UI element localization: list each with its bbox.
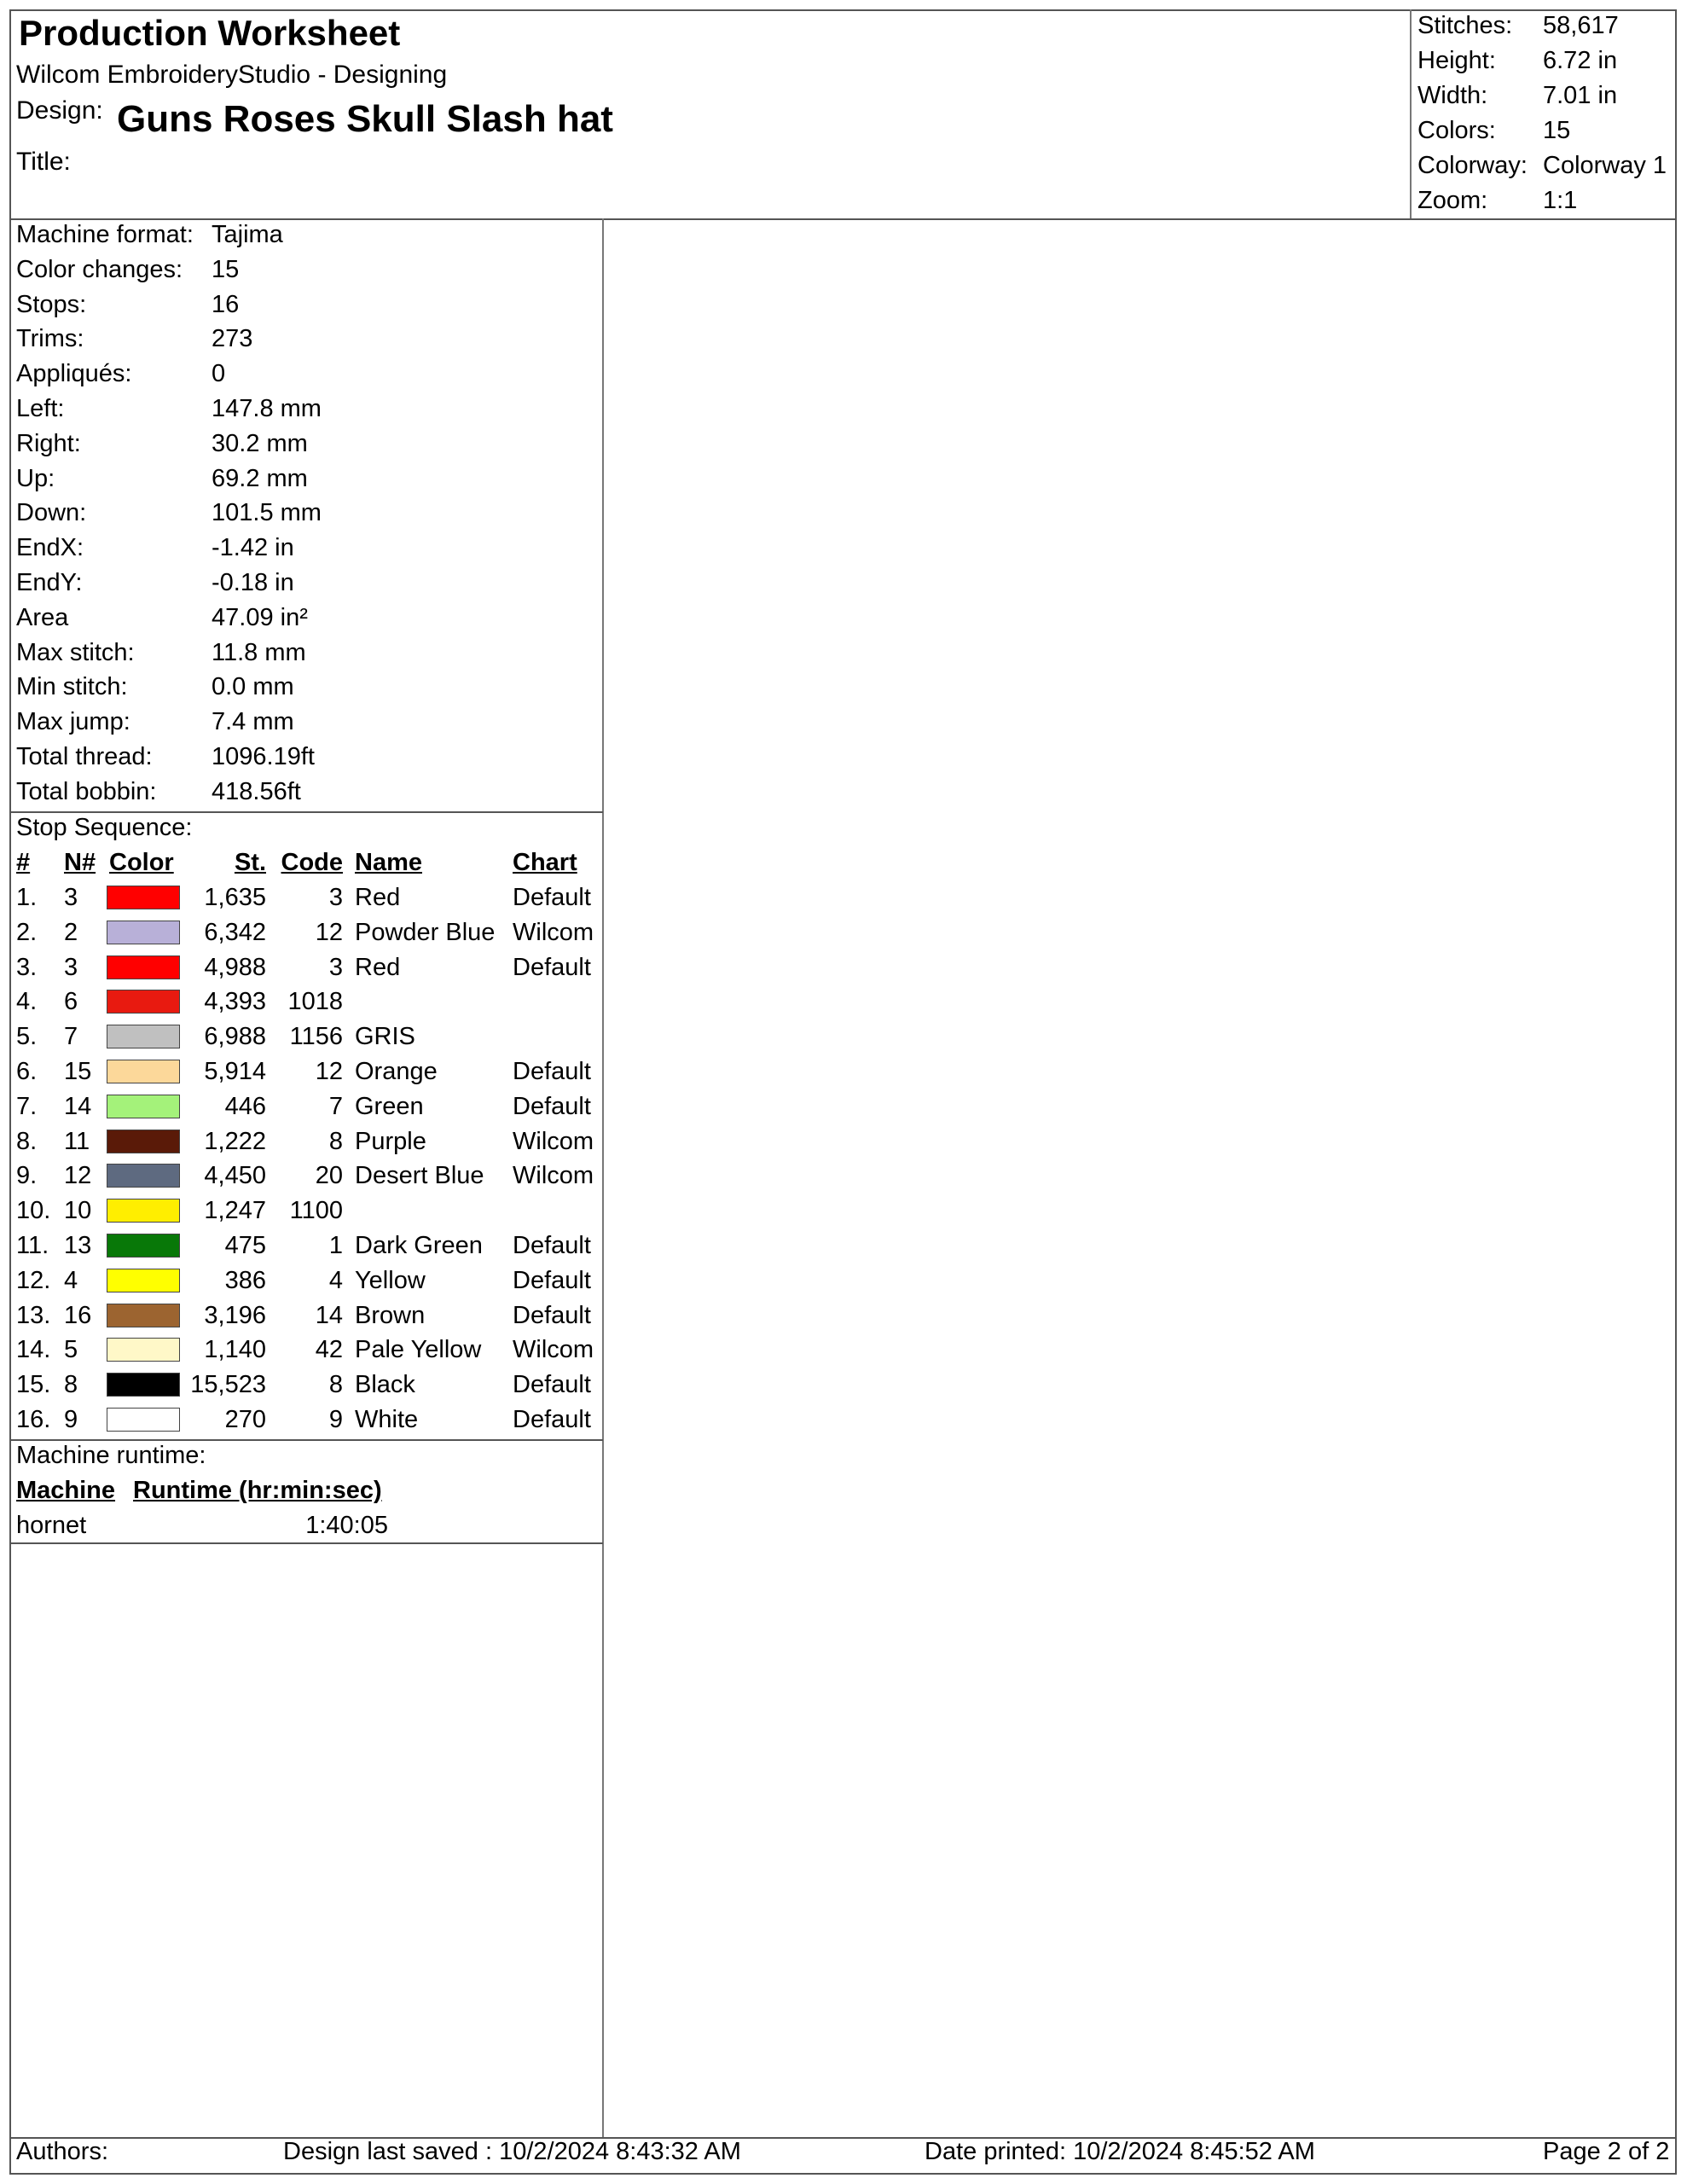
summary-value: 6.72 in (1543, 47, 1618, 74)
machine-info-value: 47.09 in² (212, 603, 308, 631)
summary-value: 7.01 in (1543, 82, 1618, 109)
stop-row-stitches: 386 (224, 1266, 266, 1294)
summary-label: Width: (1417, 82, 1488, 109)
machine-info-value: 273 (212, 325, 253, 353)
stop-row-chart: Default (513, 953, 591, 981)
machine-info-label: Max jump: (16, 708, 130, 736)
stop-row-stitches: 1,140 (204, 1336, 266, 1364)
stop-row-needle: 7 (64, 1023, 78, 1051)
stop-row-needle: 3 (64, 884, 78, 911)
machine-info-label: Left: (16, 395, 65, 422)
stop-row-stitches: 1,222 (204, 1127, 266, 1155)
color-swatch (107, 1234, 180, 1258)
stop-row-code: 4 (328, 1266, 343, 1294)
stop-row-needle: 6 (64, 988, 78, 1016)
stop-row-needle: 4 (64, 1266, 78, 1294)
machine-info-label: Area (16, 603, 69, 631)
stop-row-name: Red (355, 884, 401, 911)
stop-row-code: 20 (315, 1162, 343, 1190)
stop-row-needle: 11 (64, 1127, 90, 1155)
runtime-value: 1:40:05 (305, 1512, 388, 1539)
stop-row-needle: 15 (64, 1058, 92, 1085)
stop-header-code: Code (281, 849, 343, 876)
stop-row-chart: Wilcom (513, 1162, 594, 1190)
machine-info-value: 16 (212, 290, 240, 318)
machine-info-label: Stops: (16, 290, 87, 318)
machine-info-value: Tajima (212, 221, 283, 248)
stop-row-name: Brown (355, 1301, 426, 1329)
stop-row-num: 13. (16, 1301, 51, 1329)
stop-header-chart: Chart (513, 849, 577, 876)
footer-date-printed: Date printed: 10/2/2024 8:45:52 AM (925, 2138, 1315, 2165)
stop-row-num: 12. (16, 1266, 51, 1294)
stop-row-num: 14. (16, 1336, 51, 1364)
stop-row-name: Powder Blue (355, 918, 496, 946)
stop-row-name: Desert Blue (355, 1162, 484, 1190)
stop-row-stitches: 1,247 (204, 1197, 266, 1225)
stop-row-chart: Wilcom (513, 1336, 594, 1364)
machine-info-label: Total thread: (16, 743, 153, 770)
stop-row-num: 8. (16, 1127, 38, 1155)
machine-info-value: -1.42 in (212, 534, 294, 562)
machine-info-value: 0 (212, 360, 226, 388)
color-swatch (107, 1060, 180, 1083)
stop-row-name: Black (355, 1371, 415, 1399)
stop-row-stitches: 4,988 (204, 953, 266, 981)
stop-row-needle: 12 (64, 1162, 92, 1190)
color-swatch (107, 990, 180, 1014)
summary-value: 1:1 (1543, 187, 1578, 214)
stop-row-chart: Default (513, 1406, 591, 1433)
stop-row-code: 8 (328, 1371, 343, 1399)
summary-divider (1410, 9, 1412, 219)
title-label: Title: (16, 148, 71, 176)
machine-info-label: Total bobbin: (16, 777, 157, 805)
stop-header-name: Name (355, 849, 422, 876)
summary-label: Colors: (1417, 117, 1496, 144)
stop-header-stitches: St. (234, 849, 266, 876)
color-swatch (107, 1373, 180, 1397)
stop-row-chart: Default (513, 884, 591, 911)
color-swatch (107, 1130, 180, 1153)
machine-info-value: 30.2 mm (212, 429, 308, 457)
stop-row-num: 15. (16, 1371, 51, 1399)
machine-info-label: Machine format: (16, 221, 194, 248)
machine-info-value: 101.5 mm (212, 499, 322, 527)
stop-row-chart: Default (513, 1266, 591, 1294)
machine-info-label: Min stitch: (16, 673, 128, 701)
design-name: Guns Roses Skull Slash hat (117, 98, 613, 140)
stop-row-num: 10. (16, 1197, 51, 1225)
stop-row-code: 7 (328, 1092, 343, 1120)
runtime-header-machine: Machine (16, 1477, 116, 1504)
stop-row-stitches: 270 (224, 1406, 266, 1433)
stop-row-needle: 8 (64, 1371, 78, 1399)
stop-row-chart: Wilcom (513, 1127, 594, 1155)
color-swatch (107, 1269, 180, 1292)
summary-value: 15 (1543, 117, 1571, 144)
stop-row-name: GRIS (355, 1023, 415, 1051)
stop-row-chart: Default (513, 1058, 591, 1085)
runtime-header-runtime: Runtime (hr:min:sec) (133, 1477, 382, 1504)
stop-row-needle: 13 (64, 1232, 92, 1259)
stop-header-color: Color (109, 849, 174, 876)
stop-row-needle: 14 (64, 1092, 92, 1120)
machine-info-label: Max stitch: (16, 638, 135, 666)
stop-row-stitches: 1,635 (204, 884, 266, 911)
stop-row-chart: Wilcom (513, 918, 594, 946)
stop-row-code: 9 (328, 1406, 343, 1433)
stop-row-name: White (355, 1406, 419, 1433)
stop-sequence-label: Stop Sequence: (16, 814, 193, 841)
stop-row-num: 3. (16, 953, 38, 981)
machine-info-label: Right: (16, 429, 81, 457)
stop-row-code: 1 (328, 1232, 343, 1259)
machine-info-value: 7.4 mm (212, 708, 294, 736)
color-swatch (107, 1408, 180, 1432)
stop-row-chart: Default (513, 1301, 591, 1329)
stop-row-num: 5. (16, 1023, 38, 1051)
stop-row-name: Yellow (355, 1266, 426, 1294)
machine-info-value: 418.56ft (212, 777, 301, 805)
runtime-machine: hornet (16, 1512, 87, 1539)
color-swatch (107, 886, 180, 909)
color-swatch (107, 1025, 180, 1048)
stop-row-num: 4. (16, 988, 38, 1016)
summary-label: Zoom: (1417, 187, 1488, 214)
stop-row-code: 3 (328, 953, 343, 981)
stop-row-code: 12 (315, 1058, 343, 1085)
machine-info-value: 15 (212, 255, 240, 283)
stop-row-stitches: 5,914 (204, 1058, 266, 1085)
summary-value: Colorway 1 (1543, 152, 1667, 179)
color-swatch (107, 1199, 180, 1223)
color-swatch (107, 1338, 180, 1362)
stop-row-code: 14 (315, 1301, 343, 1329)
stop-row-name: Orange (355, 1058, 438, 1085)
stop-row-stitches: 6,988 (204, 1023, 266, 1051)
stop-row-code: 3 (328, 884, 343, 911)
stop-row-code: 1156 (289, 1023, 343, 1051)
footer-divider (9, 2137, 1677, 2139)
summary-value: 58,617 (1543, 12, 1619, 39)
stop-row-stitches: 3,196 (204, 1301, 266, 1329)
footer-last-saved: Design last saved : 10/2/2024 8:43:32 AM (283, 2138, 741, 2165)
machine-info-label: Color changes: (16, 255, 183, 283)
runtime-label: Machine runtime: (16, 1442, 206, 1469)
stop-row-num: 6. (16, 1058, 38, 1085)
design-label: Design: (16, 96, 103, 125)
stop-row-needle: 5 (64, 1336, 78, 1364)
color-swatch (107, 921, 180, 944)
stop-row-needle: 3 (64, 953, 78, 981)
software-name: Wilcom EmbroideryStudio - Designing (16, 61, 448, 89)
stop-row-name: Purple (355, 1127, 426, 1155)
stop-row-stitches: 4,393 (204, 988, 266, 1016)
stop-row-name: Dark Green (355, 1232, 483, 1259)
stop-row-needle: 2 (64, 918, 78, 946)
machine-info-value: 147.8 mm (212, 395, 322, 422)
stop-row-needle: 16 (64, 1301, 92, 1329)
color-swatch (107, 1164, 180, 1188)
stop-row-code: 42 (315, 1336, 343, 1364)
stop-row-stitches: 446 (224, 1092, 266, 1120)
stop-row-num: 2. (16, 918, 38, 946)
stop-row-stitches: 4,450 (204, 1162, 266, 1190)
machine-info-value: 0.0 mm (212, 673, 294, 701)
machine-info-label: Up: (16, 464, 55, 492)
stop-row-chart: Default (513, 1232, 591, 1259)
color-swatch (107, 956, 180, 979)
runtime-divider (9, 1542, 603, 1544)
stop-row-code: 8 (328, 1127, 343, 1155)
stop-row-num: 7. (16, 1092, 38, 1120)
footer-authors: Authors: (16, 2138, 108, 2165)
machine-info-label: Trims: (16, 325, 84, 353)
left-panel-divider (602, 218, 604, 2138)
machine-info-label: EndY: (16, 569, 83, 596)
stop-row-name: Green (355, 1092, 424, 1120)
worksheet-title: Production Worksheet (19, 13, 401, 53)
machine-info-label: Appliqués: (16, 360, 132, 388)
color-swatch (107, 1095, 180, 1118)
stop-header-num: # (16, 849, 31, 876)
footer-page-number: Page 2 of 2 (1543, 2138, 1670, 2165)
stop-row-name: Pale Yellow (355, 1336, 482, 1364)
machine-info-value: -0.18 in (212, 569, 294, 596)
machine-info-value: 1096.19ft (212, 743, 315, 770)
stop-row-stitches: 15,523 (190, 1371, 266, 1399)
stop-row-num: 9. (16, 1162, 38, 1190)
stop-row-needle: 9 (64, 1406, 78, 1433)
stop-row-chart: Default (513, 1371, 591, 1399)
stop-row-stitches: 6,342 (204, 918, 266, 946)
stop-row-stitches: 475 (224, 1232, 266, 1259)
machine-info-label: EndX: (16, 534, 84, 562)
stop-row-num: 1. (16, 884, 38, 911)
stop-row-num: 11. (16, 1232, 49, 1259)
stop-row-code: 1018 (287, 988, 343, 1016)
stop-row-code: 1100 (289, 1197, 343, 1225)
stop-row-chart: Default (513, 1092, 591, 1120)
stop-row-needle: 10 (64, 1197, 92, 1225)
stop-row-name: Red (355, 953, 401, 981)
stop-row-num: 16. (16, 1406, 51, 1433)
summary-label: Stitches: (1417, 12, 1513, 39)
machine-info-label: Down: (16, 499, 87, 527)
stop-row-code: 12 (315, 918, 343, 946)
color-swatch (107, 1304, 180, 1327)
machine-info-value: 11.8 mm (212, 638, 306, 666)
stop-header-needle: N# (64, 849, 96, 876)
summary-label: Colorway: (1417, 152, 1528, 179)
summary-label: Height: (1417, 47, 1496, 74)
machine-info-value: 69.2 mm (212, 464, 308, 492)
